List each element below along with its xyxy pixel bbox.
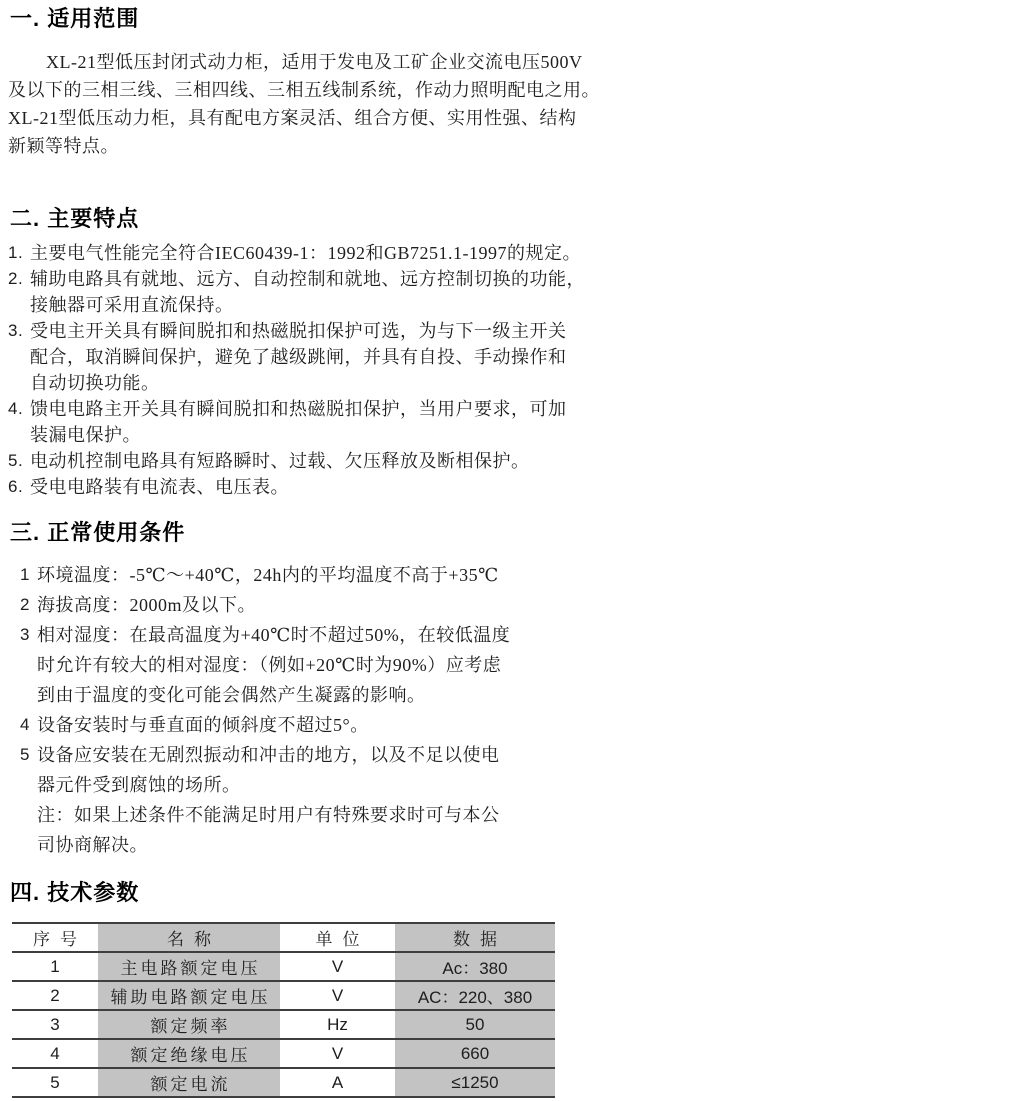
cell-name: 额定绝缘电压 xyxy=(98,1040,280,1067)
list-item-text xyxy=(37,590,256,620)
list-item xyxy=(8,266,1015,318)
column-header-unit: 单位 xyxy=(315,930,370,949)
list-item-line: 装漏电保护。 xyxy=(30,425,141,445)
list-item-text xyxy=(30,240,581,266)
list-item xyxy=(8,448,1015,474)
cell-name: 辅助电路额定电压 xyxy=(98,982,280,1009)
cell-name: 额定频率 xyxy=(98,1011,280,1038)
list-item xyxy=(20,620,1015,710)
list-item-marker: 3. xyxy=(8,321,24,340)
list-item-line: 器元件受到腐蚀的场所。 xyxy=(37,775,241,795)
cell-unit: V xyxy=(331,1043,344,1063)
paragraph-line: 新颖等特点。 xyxy=(8,136,119,156)
list-item-line: 辅助电路具有就地、远方、自动控制和就地、远方控制切换的功能， xyxy=(30,269,585,289)
list-item xyxy=(20,710,1015,740)
section3-condition-list xyxy=(20,560,1015,860)
cell-index: 4 xyxy=(50,1043,60,1063)
list-item-marker: 5. xyxy=(8,451,24,470)
list-item-marker: 4 xyxy=(20,715,30,734)
list-item-text xyxy=(37,620,510,710)
cell-index: 1 xyxy=(50,956,60,976)
list-item-text xyxy=(30,448,530,474)
column-header-index: 序号 xyxy=(33,930,87,949)
cell-data: Ac：380 xyxy=(395,953,555,980)
paragraph-line: XL-21型低压封闭式动力柜，适用于发电及工矿企业交流电压500V xyxy=(46,52,583,72)
cell-index: 2 xyxy=(50,985,60,1005)
list-item-text xyxy=(37,560,499,590)
column-header-name: 名称 xyxy=(98,924,280,951)
cell-data: ≤1250 xyxy=(395,1069,555,1096)
section1-heading: 一. 适用范围 xyxy=(10,6,140,31)
list-item-line: 时允许有较大的相对湿度：（例如+20℃时为90%）应考虑 xyxy=(37,655,502,675)
section2-heading: 二. 主要特点 xyxy=(10,206,140,231)
technical-parameters-table xyxy=(12,922,555,1098)
cell-unit: V xyxy=(331,985,344,1005)
list-item-line: 设备安装时与垂直面的倾斜度不超过5°。 xyxy=(37,715,369,735)
list-item-line: 海拔高度：2000m及以下。 xyxy=(37,595,257,615)
table-header-row xyxy=(12,924,555,953)
list-item-note-line: 注：如果上述条件不能满足时用户有特殊要求时可与本公 xyxy=(37,805,500,825)
list-item-line: 受电电路装有电流表、电压表。 xyxy=(30,477,289,497)
list-item-text xyxy=(30,396,567,448)
section3-heading: 三. 正常使用条件 xyxy=(10,520,186,545)
cell-unit: Hz xyxy=(327,1014,348,1034)
list-item-line: 主要电气性能完全符合IEC60439-1：1992和GB7251.1-1997的规定。 xyxy=(30,243,581,263)
list-item xyxy=(20,740,1015,860)
list-item xyxy=(20,560,1015,590)
cell-unit: V xyxy=(331,956,344,976)
list-item-note-line: 司协商解决。 xyxy=(37,835,148,855)
list-item-text xyxy=(37,710,369,740)
list-item-line: 配合，取消瞬间保护，避免了越级跳闸，并具有自投、手动操作和 xyxy=(30,347,567,367)
list-item-line: 电动机控制电路具有短路瞬时、过载、欠压释放及断相保护。 xyxy=(30,451,530,471)
cell-name: 额定电流 xyxy=(98,1069,280,1096)
cell-name: 主电路额定电压 xyxy=(98,953,280,980)
cell-index: 3 xyxy=(50,1014,60,1034)
list-item-line: 接触器可采用直流保持。 xyxy=(30,295,234,315)
list-item-line: 受电主开关具有瞬间脱扣和热磁脱扣保护可选，为与下一级主开关 xyxy=(30,321,567,341)
list-item-text xyxy=(30,318,567,396)
table-row xyxy=(12,1011,555,1040)
list-item-line: 到由于温度的变化可能会偶然产生凝露的影响。 xyxy=(37,685,426,705)
table-row xyxy=(12,1040,555,1069)
cell-data: 50 xyxy=(395,1011,555,1038)
list-item-marker: 4. xyxy=(8,399,24,418)
list-item-line: 自动切换功能。 xyxy=(30,373,160,393)
list-item-text xyxy=(30,474,289,500)
list-item xyxy=(8,240,1015,266)
list-item-line: 相对湿度：在最高温度为+40℃时不超过50%，在较低温度 xyxy=(37,625,511,645)
list-item-line: 设备应安装在无剧烈振动和冲击的地方，以及不足以使电 xyxy=(37,745,500,765)
list-item-marker: 1 xyxy=(20,565,30,584)
section4-heading: 四. 技术参数 xyxy=(10,880,140,905)
list-item-marker: 6. xyxy=(8,477,24,496)
column-header-data: 数据 xyxy=(395,924,555,951)
list-item-marker: 1. xyxy=(8,243,24,262)
list-item xyxy=(8,318,1015,396)
list-item-marker: 2. xyxy=(8,269,24,288)
cell-index: 5 xyxy=(50,1072,60,1092)
cell-unit: A xyxy=(331,1072,344,1092)
list-item-text xyxy=(30,266,585,318)
table-row xyxy=(12,953,555,982)
list-item-line: 环境温度：-5℃～+40℃，24h内的平均温度不高于+35℃ xyxy=(37,565,499,585)
table-row xyxy=(12,982,555,1011)
table-row xyxy=(12,1069,555,1098)
list-item-line: 馈电电路主开关具有瞬间脱扣和热磁脱扣保护，当用户要求，可加 xyxy=(30,399,567,419)
list-item xyxy=(20,590,1015,620)
list-item-marker: 3 xyxy=(20,625,30,644)
list-item-marker: 2 xyxy=(20,595,30,614)
paragraph-line: 及以下的三相三线、三相四线、三相五线制系统，作动力照明配电之用。 xyxy=(8,80,600,100)
list-item xyxy=(8,396,1015,448)
cell-data: 660 xyxy=(395,1040,555,1067)
cell-data: AC：220、380 xyxy=(395,982,555,1009)
section1-paragraph xyxy=(8,48,1015,160)
list-item xyxy=(8,474,1015,500)
list-item-text xyxy=(37,740,500,860)
list-item-marker: 5 xyxy=(20,745,30,764)
section2-feature-list xyxy=(8,240,1015,500)
paragraph-line: XL-21型低压动力柜，具有配电方案灵活、组合方便、实用性强、结构 xyxy=(8,108,577,128)
